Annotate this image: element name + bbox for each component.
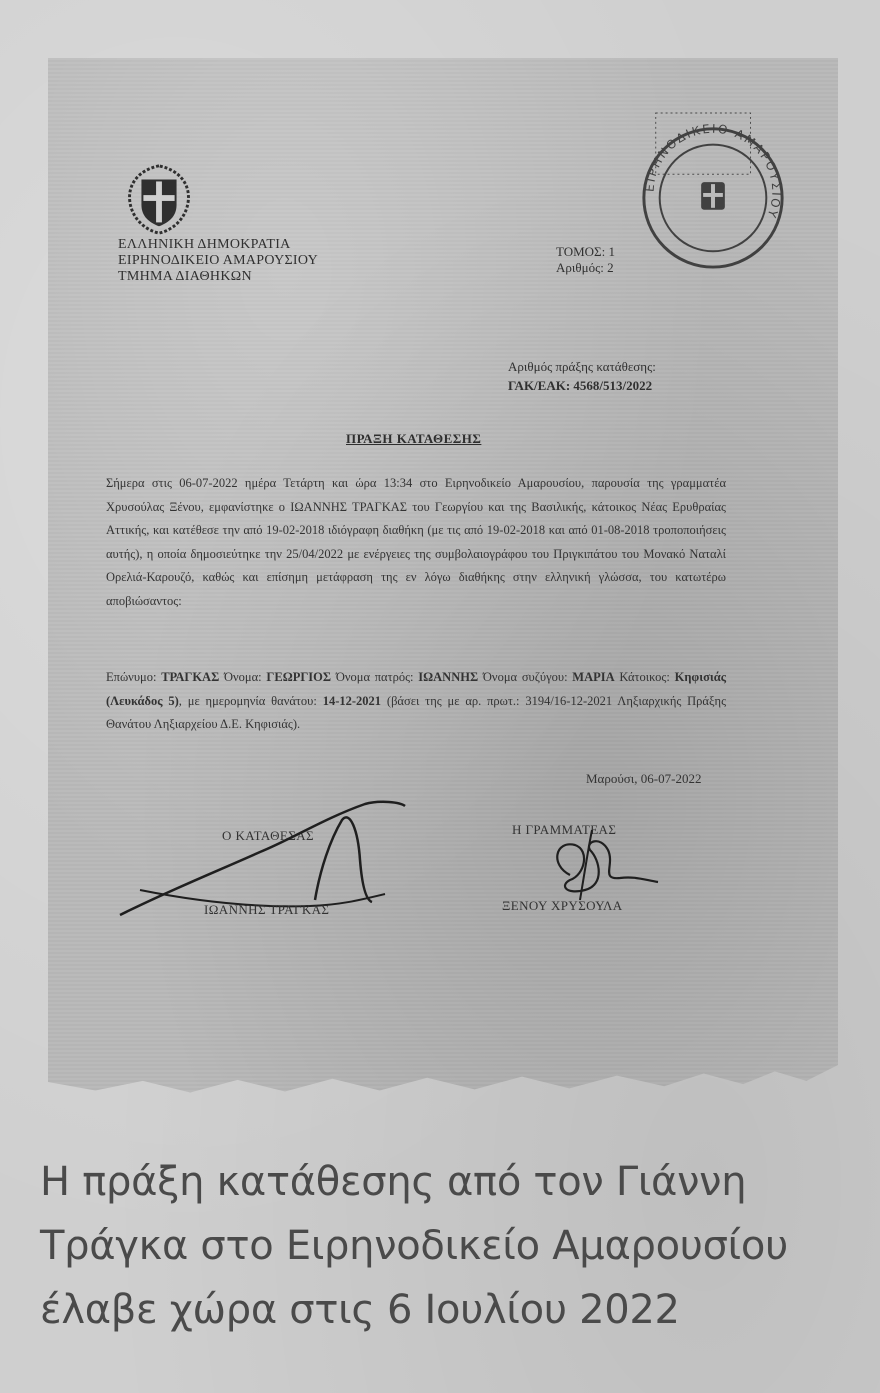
depositor-name: ΙΩΑΝΝΗΣ ΤΡΑΓΚΑΣ: [204, 902, 330, 917]
caption-line-1: Η πράξη κατάθεσης από τον Γιάννη: [40, 1159, 747, 1205]
header-line-court: ΕΙΡΗΝΟΔΙΚΕΙΟ ΑΜΑΡΟΥΣΙΟΥ: [118, 253, 319, 268]
secretary-name: ΞΕΝΟΥ ΧΡΥΣΟΥΛΑ: [502, 898, 623, 913]
volume-number: Αριθμός: 2: [556, 260, 614, 275]
greek-coat-of-arms-icon: [120, 160, 198, 238]
death-date-label: , με ημερομηνία θανάτου:: [178, 693, 317, 708]
father-label: Όνομα πατρός:: [335, 670, 414, 684]
name-label: Όνομα:: [224, 670, 262, 684]
father-value: ΙΩΑΝΝΗΣ: [418, 670, 479, 684]
name-value: ΓΕΩΡΓΙΟΣ: [266, 670, 332, 684]
caption-line-2: Τράγκα στο Ειρηνοδικείο Αμαρουσίου: [40, 1223, 788, 1269]
surname-label: Επώνυμο:: [106, 670, 157, 684]
issuing-authority-header: [118, 237, 318, 285]
place-and-date: Μαρούσι, 06-07-2022: [586, 771, 702, 786]
header-line-department: ΤΜΗΜΑ ΔΙΑΘΗΚΩΝ: [118, 269, 252, 284]
spouse-label: Όνομα συζύγου:: [482, 670, 568, 684]
residence-label: Κάτοικος:: [619, 670, 670, 684]
header-line-republic: ΕΛΛΗΝΙΚΗ ΔΗΜΟΚΡΑΤΙΑ: [118, 237, 291, 252]
deed-number-value: ΓΑΚ/ΕΑΚ: 4568/513/2022: [508, 378, 653, 393]
caption-line-3: έλαβε χώρα στις 6 Ιουλίου 2022: [40, 1287, 680, 1333]
volume-tomos: ΤΟΜΟΣ: 1: [556, 244, 615, 259]
spouse-value: ΜΑΡΙΑ: [572, 670, 615, 684]
depositor-title: Ο ΚΑΤΑΘΕΣΑΣ: [222, 828, 314, 843]
surname-value: ΤΡΑΓΚΑΣ: [161, 670, 220, 684]
photo-caption: [40, 1150, 860, 1342]
death-certificate-basis: (βάσει της με αρ. πρωτ.: 3194/16-12-2021 Ληξιαρχικής Πράξης Θανάτου Ληξιαρχείου Δ.Ε. Κηφισιάς).: [106, 693, 727, 732]
court-seal-stamp: [634, 112, 792, 272]
secretary-signature: [530, 820, 660, 910]
death-date-value: 14-12-2021: [322, 693, 382, 708]
residence-value: Κηφισιάς (Λευκάδος 5): [106, 670, 727, 708]
volume-reference: [556, 244, 615, 276]
deed-number-label: Αριθμός πράξης κατάθεσης:: [508, 359, 656, 374]
deceased-details-paragraph: [106, 666, 726, 737]
secretary-title: Η ΓΡΑΜΜΑΤΕΑΣ: [512, 822, 617, 837]
stamp-text: ΕΙΡΗΝΟΔΙΚΕΙΟ ΑΜΑΡΟΥΣΙΟΥ: [642, 121, 784, 222]
deposit-statement-paragraph: Σήμερα στις 06-07-2022 ημέρα Τετάρτη και ώρα 13:34 στο Ειρηνοδικείο Αμαρουσίου, παρουσία της γραμματέα Χρυσούλας Ξένου, εμφανίστηκε ο ΙΩΑΝΝΗΣ ΤΡΑΓΚΑΣ του Γεωργίου και της Βασιλικής, κάτοικος Νέας Ερυθραίας Αττικής, και κατέθεσε την από 19-02-2018 ιδιόγραφη διαθήκη (με τις από 19-02-2018 και από 01-08-2018 τροποποιήσεις αυτής), η οποία δημοσιεύτηκε την 25/04/2022 με ενέργειες της συμβολαιογράφου του Πριγκιπάτου του Μονακό Ναταλί Ορελιά-Καρουζό, καθώς και επίσημη μετάφραση της εν λόγω διαθήκης στην ελληνική γλώσσα, του κατωτέρω αποβιώσαντος:: [106, 476, 726, 608]
deed-number: [508, 357, 656, 395]
document-title: ΠΡΑΞΗ ΚΑΤΑΘΕΣΗΣ: [346, 431, 482, 446]
